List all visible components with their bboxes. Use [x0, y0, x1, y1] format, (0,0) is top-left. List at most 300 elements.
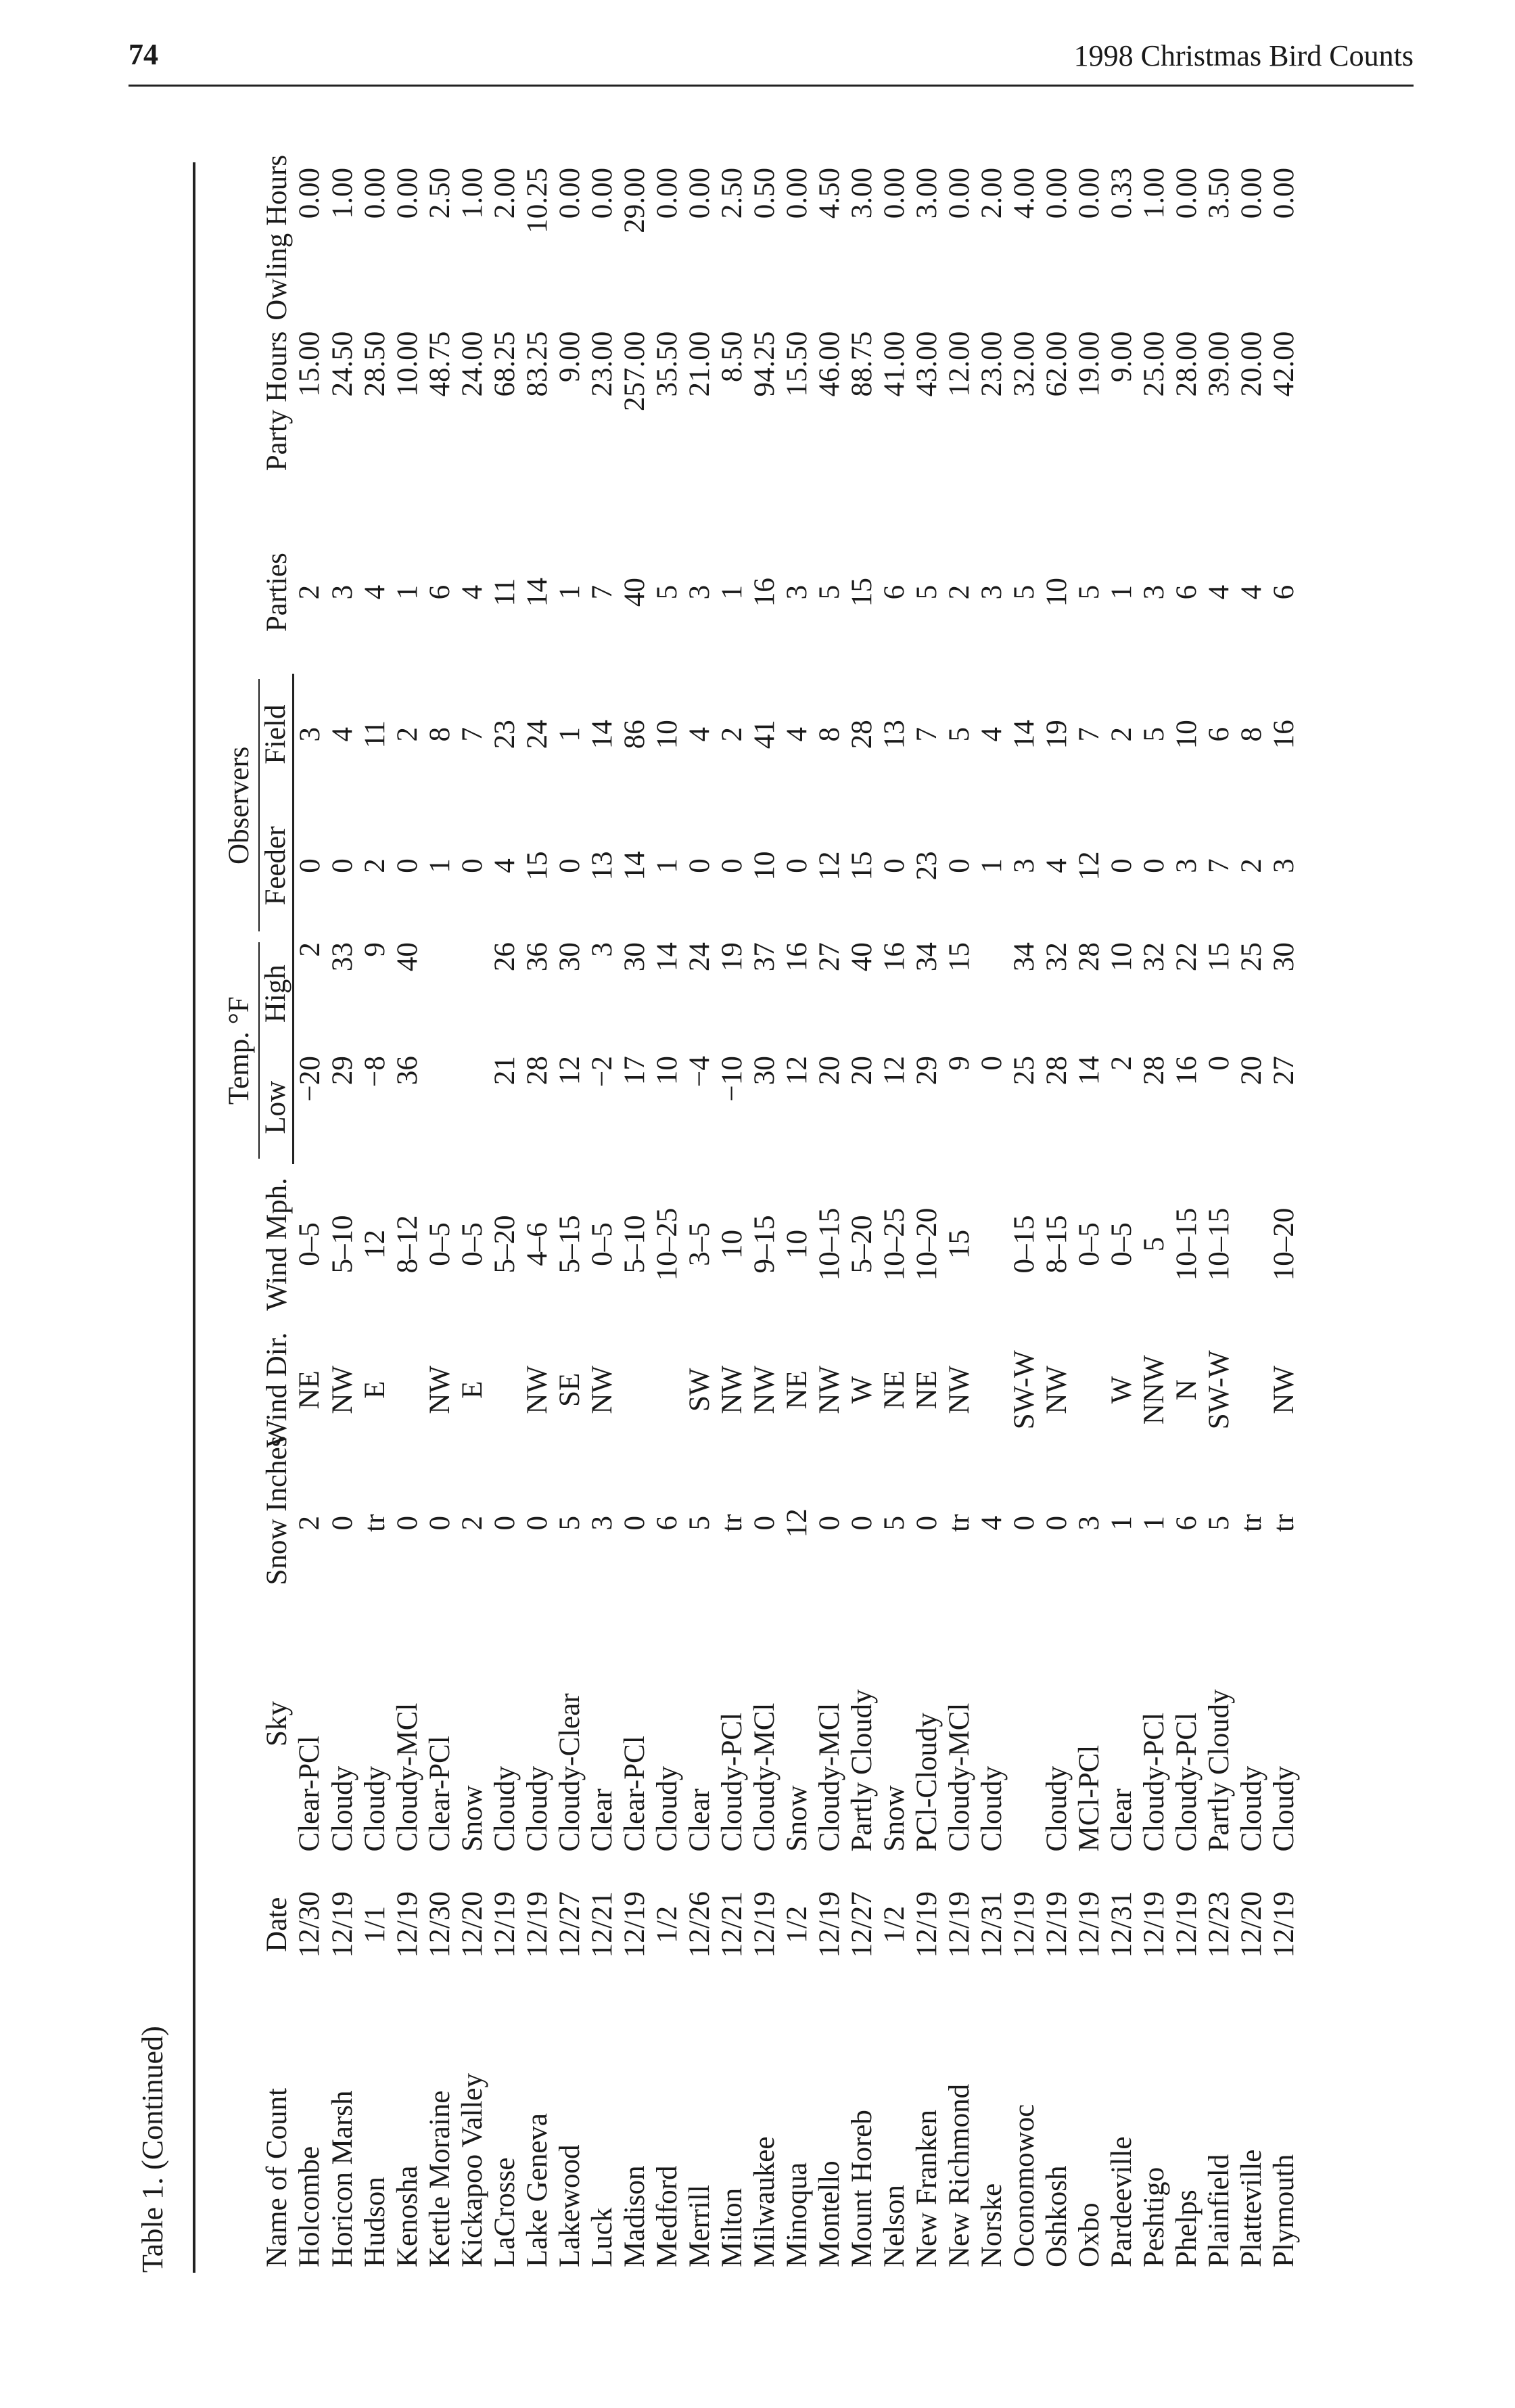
cell-snow: 3	[586, 1515, 618, 1531]
table-row	[911, 162, 943, 2273]
cell-name: New Franken	[911, 2110, 943, 2267]
cell-temp-low: 36	[392, 1056, 423, 1086]
col-header-owling-hours: Owling Hours	[260, 154, 293, 321]
cell-party-hours: 12.00	[943, 331, 975, 397]
cell-wind-mph: 8–15	[1041, 1215, 1073, 1274]
col-header-field: Field	[260, 674, 294, 795]
cell-temp-high: 33	[327, 942, 358, 972]
cell-party-hours: 48.75	[424, 331, 456, 397]
cell-date: 12/31	[976, 1891, 1008, 1958]
cell-wind-mph: 0–5	[424, 1222, 456, 1266]
col-group-temp	[223, 937, 260, 1164]
cell-observers-field: 4	[327, 726, 358, 742]
cell-party-hours: 257.00	[619, 331, 651, 411]
cell-observers-feeder: 7	[1203, 858, 1235, 873]
cell-temp-low: 20	[1236, 1056, 1267, 1086]
cell-observers-feeder: 14	[619, 851, 651, 881]
cell-temp-low: 20	[846, 1056, 878, 1086]
cell-date: 12/19	[327, 1891, 358, 1958]
cell-temp-low: 25	[1008, 1056, 1040, 1086]
cell-party-hours: 10.00	[392, 331, 423, 397]
cell-parties: 5	[911, 584, 943, 600]
cell-parties: 4	[1203, 584, 1235, 600]
cell-parties: 1	[392, 584, 423, 600]
cell-wind-dir: E	[457, 1381, 488, 1399]
table-row	[619, 162, 651, 2273]
cell-sky: Partly Cloudy	[1203, 1689, 1235, 1852]
cell-wind-dir: SW	[684, 1368, 716, 1412]
cell-temp-low: 12	[781, 1056, 813, 1086]
cell-snow: 12	[781, 1508, 813, 1538]
cell-temp-high: 32	[1041, 942, 1073, 972]
cell-wind-dir: W	[1106, 1376, 1138, 1404]
cell-name: Platteville	[1236, 2149, 1267, 2267]
cell-parties: 15	[846, 578, 878, 607]
cell-wind-dir: N	[1171, 1379, 1203, 1401]
cell-date: 12/19	[1268, 1891, 1300, 1958]
cell-observers-field: 7	[1073, 726, 1105, 742]
cell-sky: PCl-Cloudy	[911, 1712, 943, 1852]
cell-owling-hours: 2.50	[716, 168, 748, 219]
cell-owling-hours: 0.00	[1268, 168, 1300, 219]
cell-observers-feeder: 13	[586, 851, 618, 881]
cell-date: 12/26	[684, 1891, 716, 1958]
cell-name: Nelson	[879, 2185, 910, 2267]
table-row	[846, 162, 879, 2273]
cell-date: 12/19	[1138, 1891, 1170, 1958]
cell-temp-low: 0	[1203, 1056, 1235, 1071]
cell-wind-dir: SE	[554, 1372, 586, 1407]
cell-temp-high: 36	[521, 942, 553, 972]
table-row	[1138, 162, 1171, 2273]
cell-owling-hours: 0.50	[749, 168, 780, 219]
cell-wind-mph: 8–12	[392, 1215, 423, 1274]
cell-parties: 7	[586, 584, 618, 600]
cell-parties: 10	[1041, 578, 1073, 607]
table-row	[814, 162, 846, 2273]
cell-wind-mph: 10–25	[879, 1207, 910, 1281]
cell-temp-low: 28	[521, 1056, 553, 1086]
cell-parties: 6	[1171, 584, 1203, 600]
cell-owling-hours: 0.00	[359, 168, 391, 219]
cell-temp-high: 30	[619, 942, 651, 972]
cell-party-hours: 83.25	[521, 331, 553, 397]
cell-snow: 0	[327, 1515, 358, 1531]
cell-wind-mph: 10	[716, 1229, 748, 1259]
col-header-party-hours: Party Hours	[260, 331, 293, 471]
cell-parties: 4	[457, 584, 488, 600]
cell-snow: 0	[392, 1515, 423, 1531]
cell-name: Lakewood	[554, 2144, 586, 2267]
cell-sky: Cloudy	[1041, 1765, 1073, 1852]
cell-date: 12/31	[1106, 1891, 1138, 1958]
cell-owling-hours: 0.00	[586, 168, 618, 219]
cell-wind-dir: NW	[749, 1365, 780, 1414]
cell-wind-mph: 0–5	[457, 1222, 488, 1266]
cell-parties: 14	[521, 578, 553, 607]
page-number: 74	[129, 38, 158, 71]
cell-wind-mph: 10–25	[651, 1207, 683, 1281]
cell-wind-dir: NW	[814, 1365, 845, 1414]
cell-name: Plymouth	[1268, 2154, 1300, 2267]
cell-date: 12/19	[1073, 1891, 1105, 1958]
cell-name: Kenosha	[392, 2165, 423, 2267]
cell-observers-field: 5	[1138, 726, 1170, 742]
table-row	[294, 162, 327, 2273]
cell-name: Minoqua	[781, 2162, 813, 2267]
col-group-observers	[223, 674, 260, 937]
cell-name: Horicon Marsh	[327, 2090, 358, 2267]
cell-name: Norske	[976, 2183, 1008, 2267]
cell-temp-low: 9	[943, 1056, 975, 1071]
cell-date: 12/19	[1008, 1891, 1040, 1958]
cell-date: 12/30	[424, 1891, 456, 1958]
cell-observers-field: 28	[846, 720, 878, 749]
cell-observers-feeder: 0	[684, 858, 716, 873]
cell-observers-field: 13	[879, 720, 910, 749]
cell-owling-hours: 0.00	[1236, 168, 1267, 219]
col-group-observers-label: Observers	[223, 679, 260, 931]
cell-date: 1/2	[781, 1905, 813, 1943]
cell-sky: Cloudy-MCl	[943, 1703, 975, 1852]
cell-name: Oconomowoc	[1008, 2104, 1040, 2267]
cell-wind-mph: 12	[359, 1229, 391, 1259]
cell-name: Oshkosh	[1041, 2165, 1073, 2267]
cell-observers-field: 6	[1203, 726, 1235, 742]
cell-wind-mph: 10–15	[1171, 1207, 1203, 1281]
cell-temp-high: 22	[1171, 942, 1203, 972]
cell-snow: 0	[424, 1515, 456, 1531]
cell-parties: 1	[554, 584, 586, 600]
cell-name: Milton	[716, 2187, 748, 2267]
cell-observers-feeder: 0	[1138, 858, 1170, 873]
table-row	[976, 162, 1008, 2273]
cell-wind-mph: 4–6	[521, 1222, 553, 1266]
table-row	[424, 162, 457, 2273]
cell-date: 12/19	[749, 1891, 780, 1958]
cell-observers-field: 1	[554, 726, 586, 742]
table-row	[392, 162, 424, 2273]
cell-date: 12/20	[457, 1891, 488, 1958]
cell-date: 12/19	[521, 1891, 553, 1958]
cell-temp-low: −8	[359, 1056, 391, 1087]
cell-wind-mph: 5	[1138, 1236, 1170, 1252]
cell-observers-field: 19	[1041, 720, 1073, 749]
cell-owling-hours: 4.50	[814, 168, 845, 219]
cell-observers-field: 4	[684, 726, 716, 742]
col-header-sky: Sky	[260, 1701, 293, 1746]
cell-owling-hours: 10.25	[521, 168, 553, 233]
col-header-snow: Snow Inches	[260, 1435, 293, 1585]
cell-observers-feeder: 0	[294, 858, 326, 873]
cell-parties: 6	[1268, 584, 1300, 600]
cell-name: Plainfield	[1203, 2154, 1235, 2267]
cell-owling-hours: 0.00	[943, 168, 975, 219]
cell-observers-field: 7	[911, 726, 943, 742]
cell-temp-high: 24	[684, 942, 716, 972]
cell-parties: 3	[976, 584, 1008, 600]
cell-snow: tr	[359, 1514, 391, 1532]
cell-wind-dir: E	[359, 1381, 391, 1399]
cell-sky: Cloudy	[976, 1765, 1008, 1852]
cell-wind-mph	[976, 1164, 1008, 1324]
table-row	[554, 162, 586, 2273]
cell-sky: MCl-PCl	[1073, 1744, 1105, 1852]
table-top-rule	[193, 162, 195, 2273]
table-row	[1236, 162, 1268, 2273]
cell-party-hours: 19.00	[1073, 331, 1105, 397]
cell-temp-high: 10	[1106, 942, 1138, 972]
cell-temp-high: 37	[749, 942, 780, 972]
table-row	[716, 162, 749, 2273]
cell-sky: Cloudy-MCl	[749, 1703, 780, 1852]
cell-temp-high: 15	[943, 942, 975, 972]
cell-wind-dir	[651, 1324, 684, 1456]
cell-observers-feeder: 1	[651, 858, 683, 873]
cell-temp-high: 30	[554, 942, 586, 972]
cell-wind-mph: 5–15	[554, 1215, 586, 1274]
cell-observers-feeder: 0	[327, 858, 358, 873]
cell-parties: 1	[1106, 584, 1138, 600]
rotated-table-block	[135, 154, 1420, 2273]
cell-party-hours: 21.00	[684, 331, 716, 397]
cell-observers-feeder: 2	[359, 858, 391, 873]
cell-date: 12/19	[619, 1891, 651, 1958]
cell-observers-field: 2	[716, 726, 748, 742]
cell-sky: Snow	[781, 1785, 813, 1852]
cell-observers-field: 4	[781, 726, 813, 742]
cell-wind-mph: 3–5	[684, 1222, 716, 1266]
cell-parties: 3	[1138, 584, 1170, 600]
cell-temp-low: 30	[749, 1056, 780, 1086]
table-body	[294, 162, 1301, 2273]
cell-sky: Clear	[586, 1788, 618, 1852]
cell-wind-mph: 10–20	[1268, 1207, 1300, 1281]
cell-observers-feeder: 15	[846, 851, 878, 881]
cell-temp-low: 10	[651, 1056, 683, 1086]
cell-wind-mph: 0–15	[1008, 1215, 1040, 1274]
table-row	[1073, 162, 1106, 2273]
cell-owling-hours: 0.00	[781, 168, 813, 219]
cell-observers-feeder: 0	[1106, 858, 1138, 873]
cell-wind-mph: 5–10	[327, 1215, 358, 1274]
cell-observers-field: 14	[1008, 720, 1040, 749]
cell-snow: 6	[1171, 1515, 1203, 1531]
cell-wind-dir: NE	[879, 1370, 910, 1410]
cell-snow: 0	[489, 1515, 521, 1531]
cell-party-hours: 32.00	[1008, 331, 1040, 397]
cell-observers-feeder: 0	[879, 858, 910, 873]
cell-date: 1/2	[879, 1905, 910, 1943]
cell-owling-hours: 0.00	[651, 168, 683, 219]
cell-owling-hours: 0.00	[1073, 168, 1105, 219]
cell-wind-mph: 10–15	[814, 1207, 845, 1281]
cell-name: Hudson	[359, 2177, 391, 2267]
cell-parties: 3	[684, 584, 716, 600]
cell-party-hours: 15.50	[781, 331, 813, 397]
cell-owling-hours: 1.00	[457, 168, 488, 219]
cell-name: Phelps	[1171, 2190, 1203, 2267]
cell-name: Mount Horeb	[846, 2110, 878, 2267]
col-group-temp-label: Temp. °F	[223, 942, 260, 1159]
cell-parties: 4	[359, 584, 391, 600]
table-row	[489, 162, 521, 2273]
cell-wind-mph: 10	[781, 1229, 813, 1259]
cell-owling-hours: 1.00	[327, 168, 358, 219]
cell-party-hours: 94.25	[749, 331, 780, 397]
header-row-top	[223, 162, 260, 2273]
cell-owling-hours: 2.50	[424, 168, 456, 219]
cell-wind-dir	[976, 1324, 1008, 1456]
cell-temp-high: 40	[392, 942, 423, 972]
cell-party-hours: 15.00	[294, 331, 326, 397]
cell-owling-hours: 0.00	[392, 168, 423, 219]
cell-wind-dir: NNW	[1138, 1355, 1170, 1425]
table-caption: Table 1. (Continued)	[136, 2026, 169, 2273]
cell-sky: Clear-PCl	[424, 1736, 456, 1852]
cell-wind-mph: 0–5	[1106, 1222, 1138, 1266]
cell-sky: Cloudy	[521, 1765, 553, 1852]
cell-parties: 3	[327, 584, 358, 600]
cell-observers-feeder: 12	[1073, 851, 1105, 881]
cell-observers-feeder: 1	[976, 858, 1008, 873]
cell-parties: 5	[814, 584, 845, 600]
cell-temp-high: 28	[1073, 942, 1105, 972]
cell-owling-hours: 29.00	[619, 168, 651, 233]
cell-owling-hours: 2.00	[489, 168, 521, 219]
cell-observers-feeder: 12	[814, 851, 845, 881]
cell-wind-dir: NW	[1268, 1365, 1300, 1414]
cell-temp-low: 12	[554, 1056, 586, 1086]
cell-parties: 5	[1073, 584, 1105, 600]
cell-observers-field: 2	[1106, 726, 1138, 742]
cell-party-hours: 20.00	[1236, 331, 1267, 397]
cell-temp-high: 3	[586, 942, 618, 957]
cell-name: Oxbo	[1073, 2202, 1105, 2267]
cell-observers-field: 8	[1236, 726, 1267, 742]
cell-observers-feeder: 10	[749, 851, 780, 881]
cell-party-hours: 43.00	[911, 331, 943, 397]
cell-sky: Cloudy-PCl	[716, 1712, 748, 1852]
table-row	[943, 162, 976, 2273]
cell-party-hours: 23.00	[586, 331, 618, 397]
cell-observers-feeder: 0	[943, 858, 975, 873]
cell-date: 12/19	[1041, 1891, 1073, 1958]
cell-wind-dir	[1236, 1324, 1268, 1456]
cell-wind-dir: SW-W	[1008, 1350, 1040, 1430]
cell-wind-mph: 10–15	[1203, 1207, 1235, 1281]
cell-parties: 4	[1236, 584, 1267, 600]
cell-observers-field: 7	[457, 726, 488, 742]
cell-observers-field: 24	[521, 720, 553, 749]
cell-party-hours: 42.00	[1268, 331, 1300, 397]
table-row	[879, 162, 911, 2273]
cell-temp-high: 26	[489, 942, 521, 972]
col-header-wind-mph: Wind Mph.	[260, 1178, 293, 1311]
cell-parties: 5	[1008, 584, 1040, 600]
cell-temp-low: 29	[327, 1056, 358, 1086]
cell-temp-low: 27	[1268, 1056, 1300, 1086]
table-row	[1041, 162, 1073, 2273]
cell-observers-field: 11	[359, 720, 391, 749]
cell-snow: tr	[716, 1514, 748, 1532]
cell-date: 12/30	[294, 1891, 326, 1958]
cell-observers-feeder: 15	[521, 851, 553, 881]
cell-parties: 3	[781, 584, 813, 600]
cell-observers-field: 2	[392, 726, 423, 742]
cell-temp-low: 16	[1171, 1056, 1203, 1086]
cell-parties: 2	[943, 584, 975, 600]
cell-snow: 4	[976, 1515, 1008, 1531]
cell-date: 12/21	[716, 1891, 748, 1958]
cell-temp-low: −4	[684, 1056, 716, 1087]
cell-date: 12/21	[586, 1891, 618, 1958]
cell-party-hours: 24.00	[457, 331, 488, 397]
cell-temp-high	[976, 937, 1008, 1050]
cell-wind-mph: 0–5	[1073, 1222, 1105, 1266]
cell-temp-low: 17	[619, 1056, 651, 1086]
cell-observers-feeder: 3	[1268, 858, 1300, 873]
cell-temp-high	[424, 937, 457, 1050]
cell-date: 1/1	[359, 1905, 391, 1943]
cell-owling-hours: 0.00	[684, 168, 716, 219]
cell-wind-dir: NW	[327, 1365, 358, 1414]
cell-observers-field: 23	[489, 720, 521, 749]
cell-party-hours: 24.50	[327, 331, 358, 397]
cell-snow: 0	[619, 1515, 651, 1531]
cell-parties: 1	[716, 584, 748, 600]
cell-party-hours: 68.25	[489, 331, 521, 397]
cell-observers-feeder: 1	[424, 858, 456, 873]
cell-snow: 6	[651, 1515, 683, 1531]
cell-sky: Clear	[684, 1788, 716, 1852]
cell-observers-field: 14	[586, 720, 618, 749]
cell-owling-hours: 3.00	[911, 168, 943, 219]
cell-party-hours: 8.50	[716, 331, 748, 382]
cell-wind-mph: 9–15	[749, 1215, 780, 1274]
cell-wind-dir: NW	[586, 1365, 618, 1414]
cell-party-hours: 23.00	[976, 331, 1008, 397]
cell-party-hours: 25.00	[1138, 331, 1170, 397]
cell-sky: Cloudy	[1236, 1765, 1267, 1852]
cell-name: Peshtigo	[1138, 2167, 1170, 2267]
table-row	[781, 162, 814, 2273]
cell-wind-dir: NE	[911, 1370, 943, 1410]
cell-observers-feeder: 2	[1236, 858, 1267, 873]
cell-temp-high: 9	[359, 942, 391, 957]
cell-wind-mph: 5–10	[619, 1215, 651, 1274]
cell-party-hours: 41.00	[879, 331, 910, 397]
cell-name: Milwaukee	[749, 2136, 780, 2267]
cell-parties: 16	[749, 578, 780, 607]
cell-date: 12/19	[489, 1891, 521, 1958]
cell-parties: 11	[489, 578, 521, 607]
cell-temp-high: 16	[781, 942, 813, 972]
cell-snow: 0	[521, 1515, 553, 1531]
cell-temp-high: 2	[294, 942, 326, 957]
cell-observers-field: 86	[619, 720, 651, 749]
cell-sky: Cloudy-Clear	[554, 1693, 586, 1852]
col-header-parties: Parties	[260, 553, 293, 632]
cell-wind-dir: NW	[943, 1365, 975, 1414]
cell-snow: 0	[1008, 1515, 1040, 1531]
cell-wind-dir	[392, 1324, 424, 1456]
cell-party-hours: 62.00	[1041, 331, 1073, 397]
cell-snow: 5	[1203, 1515, 1235, 1531]
cell-observers-feeder: 23	[911, 851, 943, 881]
cell-wind-dir: SW-W	[1203, 1350, 1235, 1430]
table-row	[749, 162, 781, 2273]
